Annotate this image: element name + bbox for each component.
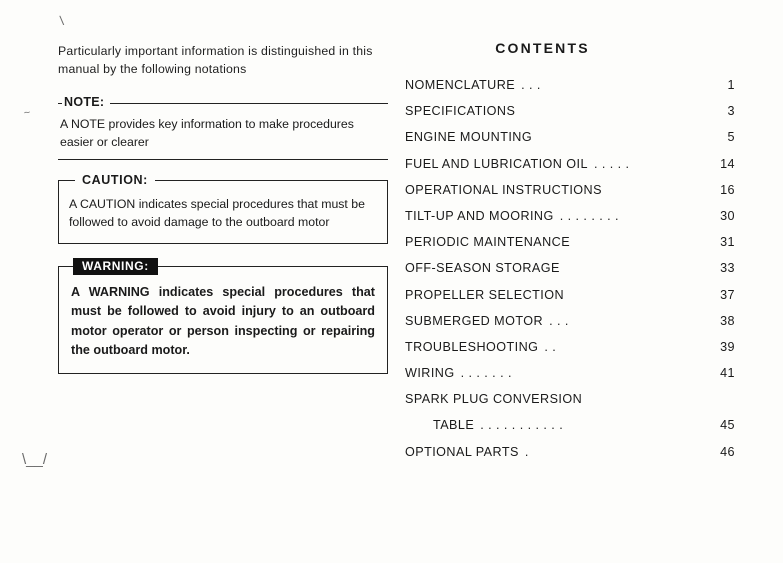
warning-callout [58,258,388,374]
toc-entry[interactable] [405,261,735,275]
toc-entry-leader: . . [544,339,557,354]
toc-entry-label: PROPELLER SELECTION [405,287,565,302]
toc-entry-page: 30 [720,208,735,223]
left-column [58,42,388,374]
toc-entry-label: OFF-SEASON STORAGE [405,261,560,276]
toc-entry[interactable] [405,445,735,459]
toc-entry-page: 14 [720,156,735,171]
toc-entry-page: 3 [727,104,735,119]
toc-entry[interactable] [405,418,735,432]
toc-entry-label: WIRING [405,366,455,381]
toc-entry-leader: . . . [521,78,541,92]
toc-entry-leader: . . . . . . . . [559,208,619,223]
table-of-contents [405,78,735,459]
toc-entry-label: NOMENCLATURE [405,78,516,92]
toc-entry-page: 31 [720,235,735,250]
toc-entry-label: SPECIFICATIONS [405,104,516,119]
warning-label: WARNING: [73,258,158,275]
toc-entry-page: 38 [720,313,735,328]
toc-entry-leader: . . . . . [593,156,630,171]
right-column [405,40,735,471]
toc-entry-leader: . . . . . . . . . . . [480,418,564,433]
toc-entry-label: SUBMERGED MOTOR [405,313,544,328]
toc-entry-leader: . . . . . . . [460,366,512,381]
toc-entry-page: 33 [720,261,735,276]
scan-artifact-top-left: \ [58,12,65,29]
intro-paragraph: Particularly important information is distinguished in this manual by the following notations [58,44,373,77]
contents-title: CONTENTS [495,40,590,56]
toc-entry[interactable] [405,288,735,302]
toc-entry-label: TROUBLESHOOTING [405,339,539,354]
caution-callout [58,172,388,244]
toc-entry[interactable] [405,209,735,223]
toc-entry-label: TABLE [433,418,475,433]
note-label: NOTE: [62,95,110,109]
toc-entry-page: 5 [727,130,735,145]
toc-entry-leader: . [524,444,529,459]
toc-entry[interactable] [405,183,735,197]
toc-entry-leader: . . . [549,313,569,328]
note-callout [58,94,388,160]
toc-entry[interactable] [405,314,735,328]
toc-entry-label: TILT-UP AND MOORING [405,208,554,223]
toc-entry-page: 41 [720,366,735,381]
toc-entry[interactable] [405,78,735,92]
toc-entry[interactable] [405,157,735,171]
toc-entry-label: SPARK PLUG CONVERSION [405,392,583,407]
toc-entry[interactable] [405,366,735,380]
toc-entry[interactable] [405,130,735,144]
scan-artifact-bottom-left: \__/ [22,451,48,468]
toc-entry[interactable] [405,340,735,354]
toc-entry[interactable] [405,104,735,118]
warning-text: A WARNING indicates special procedures that must be followed to avoid injury to an outboard motor operator or person inspecting or repairing the outboard motor. [71,284,375,358]
toc-entry-label: PERIODIC MAINTENANCE [405,235,571,250]
caution-text: A CAUTION indicates special procedures that must be followed to avoid damage to the outboard motor [69,196,365,230]
toc-entry-page: 39 [720,339,735,354]
toc-entry-page: 37 [720,287,735,302]
toc-entry-page: 46 [720,444,735,459]
note-text: A NOTE provides key information to make procedures easier or clearer [60,116,354,150]
toc-entry-page: 45 [720,418,735,433]
toc-entry[interactable] [405,392,735,406]
toc-entry-label: ENGINE MOUNTING [405,130,533,145]
caution-label: CAUTION: [75,173,155,187]
scan-artifact-middle-left: ~ [22,106,32,120]
toc-entry-page: 16 [720,182,735,197]
toc-entry-label: OPERATIONAL INSTRUCTIONS [405,182,602,197]
toc-entry-page: 1 [727,78,735,92]
toc-entry-label: OPTIONAL PARTS [405,444,519,459]
toc-entry[interactable] [405,235,735,249]
toc-entry-label: FUEL AND LUBRICATION OIL [405,156,588,171]
